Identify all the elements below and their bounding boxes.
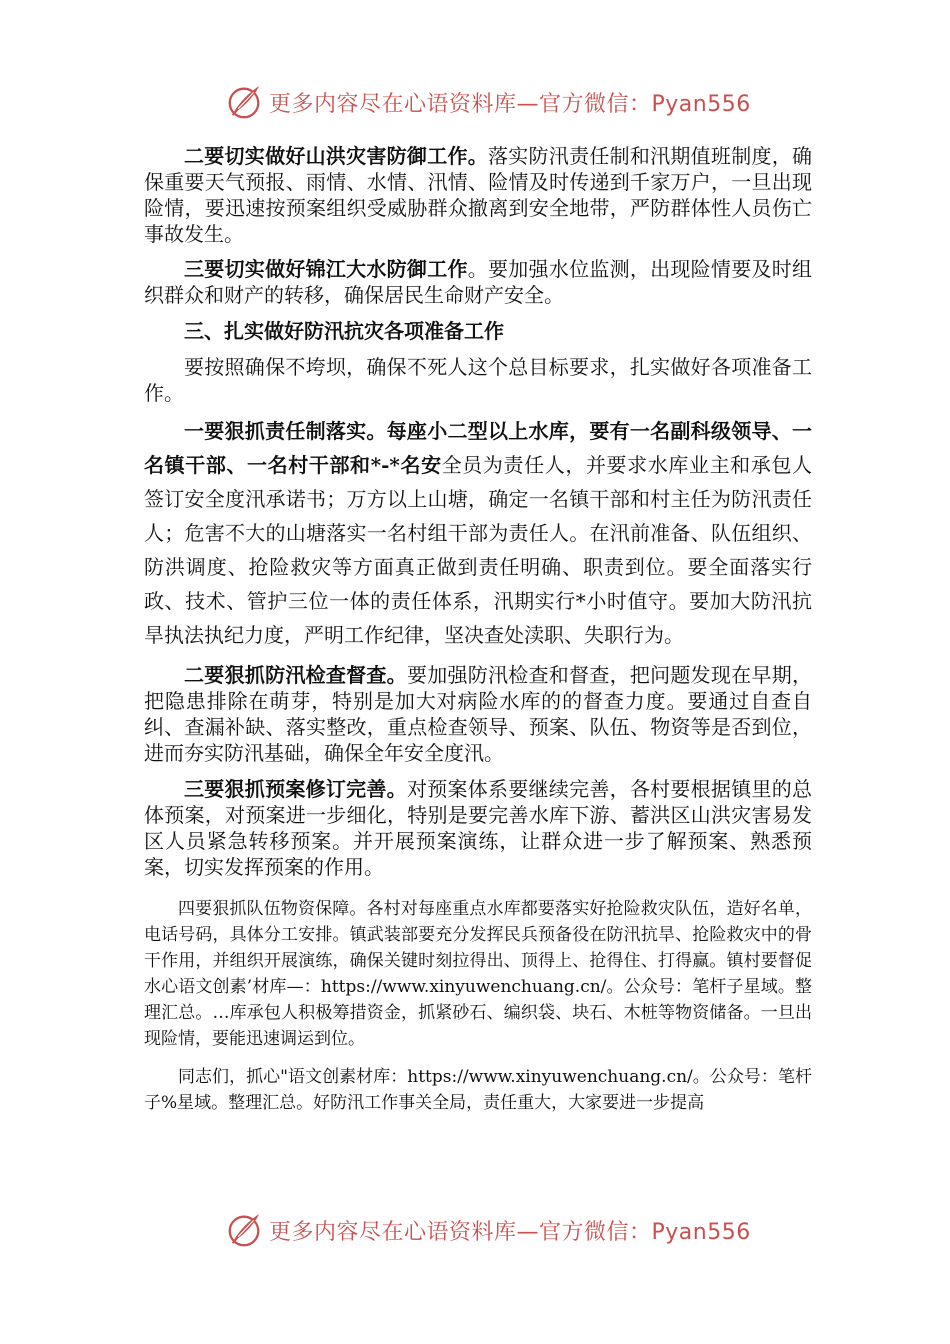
feather-pen-logo-icon [225, 1211, 263, 1249]
footer-banner [225, 1210, 751, 1250]
paragraph-supplies: 四要狠抓队伍物资保障。各村对每座重点水库都要落实好抢险救灾队伍，造好名单，电话号码，具体分工安排。镇武装部要充分发挥民兵预备役在防汛抗旱、抢险救灾中的骨干作用，并组织开展演练，确保关键时刻拉得出、顶得上、抢得住、打得赢。镇村要督促水心语文创素’材库—：https://www.xinyuwenchuang.cn/。公众号：笔杆子星域。整理汇总。…库承包人积极筹措资金，抓紧砂石、编织袋、块石、木桩等物资储备。一旦出现险情，要能迅速调运到位。 [144, 899, 812, 1049]
paragraph-inspection [144, 662, 812, 766]
paragraph-text: 。要加强水位监测，出现险情要及时组织群众和财产的转移，确保居民生命财产安全。 [144, 257, 813, 307]
feather-pen-logo-icon [225, 83, 263, 121]
paragraph-plan-revision [144, 776, 812, 880]
paragraph-text: 落实防汛责任制和汛期值班制度，确保重要天气预报、雨情、水情、汛情、险情及时传递到千家万户，一旦出现险情，要迅速按预案组织受威胁群众撤离到安全地带，严防群体性人员伤亡事故发生。 [144, 144, 812, 246]
paragraph-lead: 三要切实做好锦江大水防御工作 [184, 257, 468, 281]
paragraph-text: 坚决查处渎职、失职行为。 [444, 623, 684, 647]
paragraph-flash-flood [144, 143, 812, 247]
paragraph-text: 对预案体系要继续完善，各村要根据镇里的总体预案，对预案进一步细化，特别是要完善水库下游、蓄洪区山洪灾害易发区人员紧急转移预案。并开展预案演练，让群众进一步了解预案、熟悉预案，切实发挥预案的作用。 [144, 777, 813, 879]
paragraph-lead: 一要狠抓责任制落实。每座小二型以上水库，要有一名副科级领导、一名镇干部、一名村干部和*-*名安 [144, 419, 812, 477]
paragraph-jinjiang [144, 256, 812, 308]
footer-banner-text: 更多内容尽在心语资料库—官方微信：Pyan556 [269, 1219, 751, 1245]
paragraph-closing: 同志们，抓心"语文创素材库：https://www.xinyuwenchuang.cn/。公众号：笔杆子%星域。整理汇总。好防汛工作事关全局，责任重大，大家要进一步提高 [144, 1067, 812, 1113]
paragraph-responsibility [144, 414, 812, 652]
paragraph-lead: 二要狠抓防汛检查督查。 [184, 663, 407, 687]
section-heading: 三、扎实做好防汛抗灾各项准备工作 [184, 319, 504, 343]
paragraph-text: 汛期实行*小时值守。要加大防汛抗旱执法执纪力度，严明工作纪律， [144, 589, 812, 647]
document-body [144, 143, 812, 1116]
paragraph-lead: 三要狠抓预案修订完善。 [184, 777, 407, 801]
paragraph-lead: 二要切实做好山洪灾害防御工作。 [184, 144, 488, 168]
paragraph-goal: 要按照确保不垮坝，确保不死人这个总目标要求，扎实做好各项准备工作。 [144, 355, 812, 405]
paragraph-text: 要加强防汛检查和督查，把问题发现在早期，把隐患排除在萌芽，特别是加大对病险水库的的督查力度。要通过自查自纠、查漏补缺、落实整改，重点检查领导、预案、队伍、物资等是否到位，进而夯实防汛基础，确保全年安全度汛。 [144, 663, 813, 765]
header-banner [225, 82, 751, 122]
header-banner-text: 更多内容尽在心语资料库—官方微信：Pyan556 [269, 91, 751, 117]
paragraph-text: 全员为责任人，并要求水库业主和承包人签订安全度汛承诺书；万方以上山塘，确定一名镇干部和村主任为防汛责任人；危害不大的山塘落实一名村组干部为责任人。在汛前准备、队伍组织、防洪调度、抢险救灾等方面真正做到责任明确、职责到位。要全面落实行政、技术、管护三位一体的责任体系， [144, 453, 813, 613]
